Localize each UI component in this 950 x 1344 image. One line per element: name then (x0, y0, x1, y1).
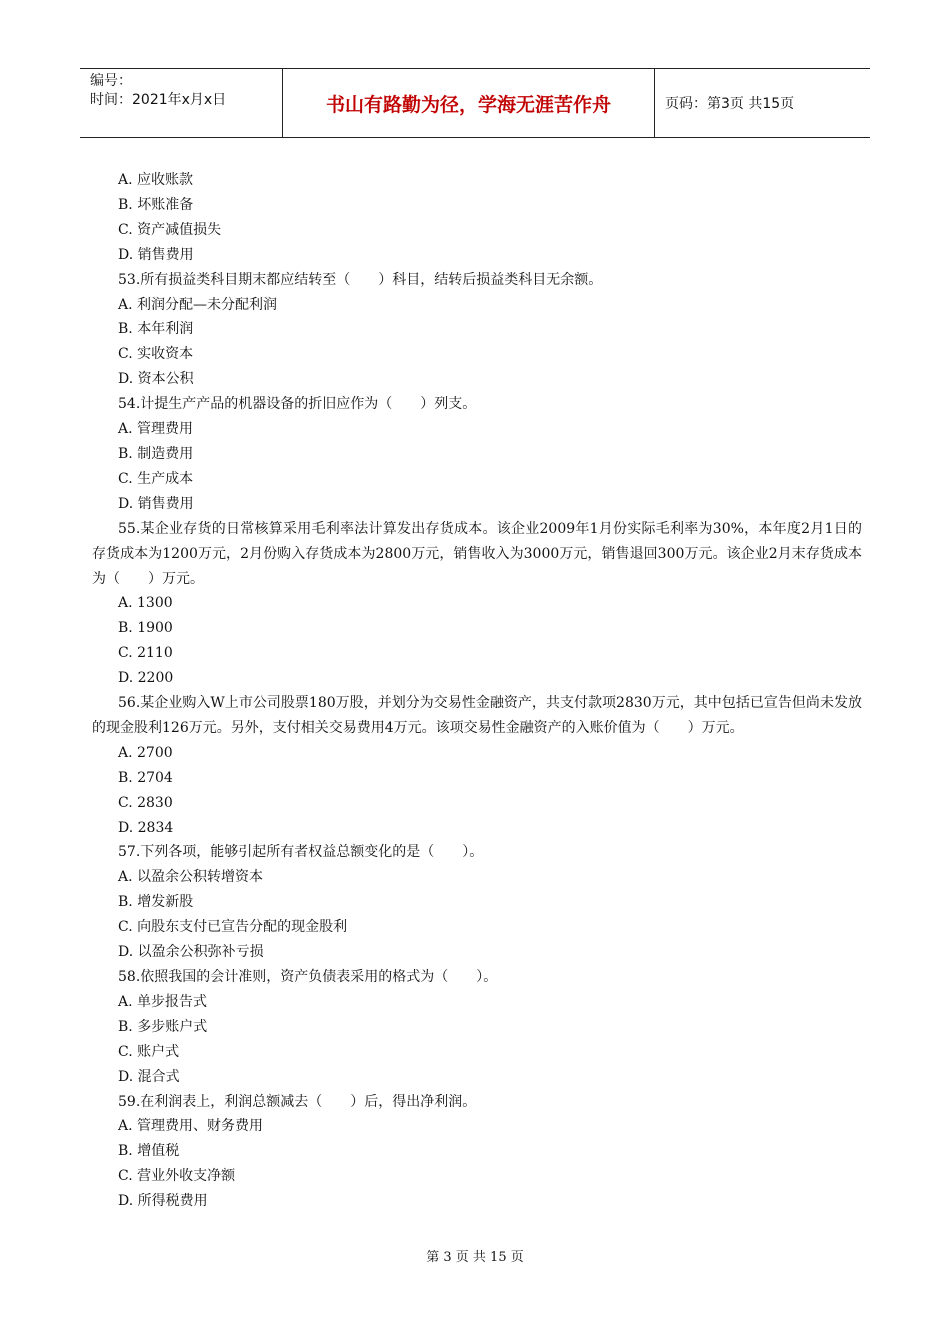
question-text: 58.依照我国的会计准则，资产负债表采用的格式为（ ）。 (118, 969, 498, 985)
answer-option: A. 2700 (118, 744, 173, 761)
answer-option: A. 单步报告式 (118, 993, 208, 1010)
answer-option: C. 账户式 (118, 1043, 180, 1060)
answer-option: B. 1900 (118, 620, 173, 637)
question-text: 55.某企业存货的日常核算采用毛利率法计算发出存货成本。该企业2009年1月份实际毛利率为30%，本年度2月1日的存货成本为1200万元，2月份购入存货成本为2800万元，销售收入为3000万元，销售退回300万元。该企业2月末存货成本为（ ）万元。 (92, 520, 862, 587)
answer-option: C. 实收资本 (118, 346, 194, 363)
answer-option: C. 生产成本 (118, 470, 194, 487)
answer-option: B. 坏账准备 (118, 196, 194, 213)
answer-option: A. 利润分配—未分配利润 (118, 296, 278, 313)
question-text: 56.某企业购入W上市公司股票180万股，并划分为交易性金融资产，共支付款项2830万元，其中包括已宣告但尚未发放的现金股利126万元。另外，支付相关交易费用4万元。该项交易性金融资产的入账价值为（ ）万元。 (92, 695, 862, 736)
answer-option: B. 制造费用 (118, 445, 194, 462)
answer-option: A. 以盈余公积转增资本 (118, 869, 264, 886)
answer-option: D. 所得税费用 (118, 1193, 208, 1210)
page-header (80, 68, 870, 138)
document-body (92, 168, 862, 1214)
answer-option: B. 增发新股 (118, 894, 194, 911)
answer-option: B. 2704 (118, 769, 173, 786)
answer-option: D. 销售费用 (118, 495, 194, 512)
answer-option: C. 资产减值损失 (118, 221, 222, 238)
answer-option: D. 以盈余公积弥补亏损 (118, 944, 264, 961)
header-page-number: 页码：第3页 共15页 (665, 96, 795, 112)
header-time: 时间：2021年x月x日 (90, 92, 227, 108)
answer-option: B. 多步账户式 (118, 1018, 208, 1035)
answer-option: A. 管理费用、财务费用 (118, 1118, 264, 1135)
answer-option: C. 向股东支付已宣告分配的现金股利 (118, 919, 348, 936)
answer-option: C. 2110 (118, 645, 173, 662)
answer-option: A. 1300 (118, 595, 173, 612)
page-footer: 第 3 页 共 15 页 (426, 1250, 524, 1265)
header-number: 编号： (90, 73, 132, 89)
header-info (80, 69, 282, 137)
question-text: 57.下列各项，能够引起所有者权益总额变化的是（ ）。 (118, 844, 484, 861)
question-text: 54.计提生产产品的机器设备的折旧应作为（ ）列支。 (118, 396, 477, 413)
answer-option: A. 应收账款 (118, 172, 194, 188)
answer-option: D. 2200 (118, 670, 174, 687)
answer-option: A. 管理费用 (118, 421, 194, 438)
answer-option: D. 销售费用 (118, 246, 194, 263)
answer-option: B. 本年利润 (118, 321, 194, 338)
answer-option: D. 混合式 (118, 1068, 180, 1085)
header-motto: 书山有路勤为径，学海无涯苦作舟 (282, 69, 655, 137)
answer-option: D. 资本公积 (118, 371, 194, 388)
answer-option: C. 营业外收支净额 (118, 1168, 236, 1185)
question-text: 59.在利润表上，利润总额减去（ ）后，得出净利润。 (118, 1093, 477, 1110)
answer-option: D. 2834 (118, 819, 174, 836)
answer-option: B. 增值税 (118, 1143, 180, 1160)
answer-option: C. 2830 (118, 794, 173, 811)
question-text: 53.所有损益类科目期末都应结转至（ ）科目，结转后损益类科目无余额。 (118, 271, 603, 288)
